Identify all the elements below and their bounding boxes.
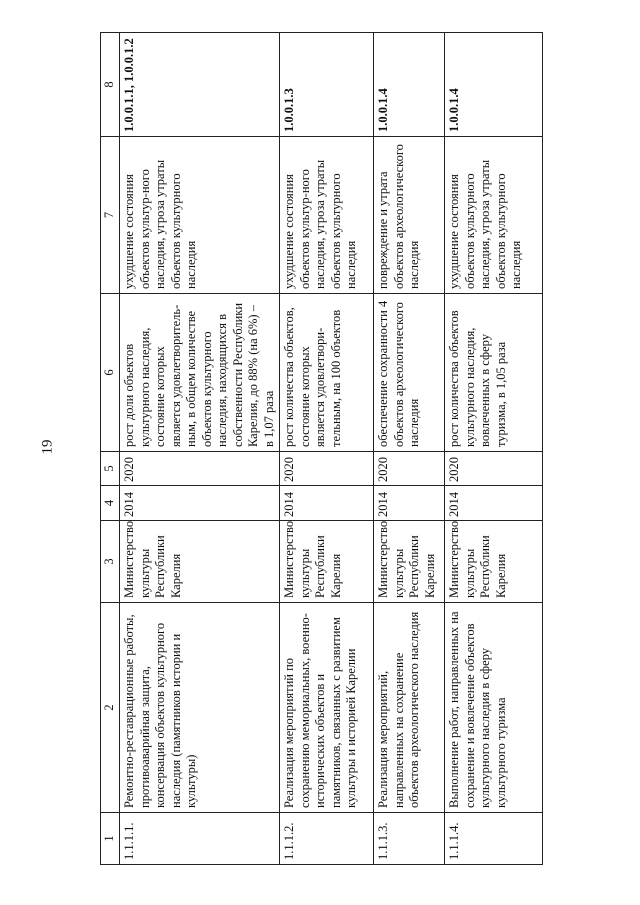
end-year: 2020 (374, 452, 445, 486)
col-header-3: 3 (101, 521, 120, 603)
executor: Министерство культуры Республики Карелия (280, 521, 374, 603)
indicator-link: 1.0.0.1.4 (374, 33, 445, 137)
table-row (445, 33, 543, 865)
consequence: ухудшение состояния объектов культур-ного наследия, угроза утраты объектов культурного наследия (120, 137, 280, 294)
table-row (280, 33, 374, 865)
col-header-5: 5 (101, 452, 120, 486)
executor: Министерство культуры Республики Карелия (120, 521, 280, 603)
rotated-table-container (100, 33, 522, 865)
table-row (374, 33, 445, 865)
expected-result: рост доли объектов культурного наследия, состояние которых является удовлетворитель-ным, в общем количестве объектов культурного наследия, находящихся в собственности Республики Карелия, до 88% (на 6%) – в 1,07 раза (120, 294, 280, 452)
col-header-8: 8 (101, 33, 120, 137)
start-year: 2014 (280, 486, 374, 521)
consequence: повреждение и утрата объектов археологического наследия (374, 137, 445, 294)
indicator-link: 1.0.0.1.4 (445, 33, 543, 137)
executor: Министерство культуры Республики Карелия (374, 521, 445, 603)
row-number: 1.1.1.3. (374, 813, 445, 865)
end-year: 2020 (280, 452, 374, 486)
start-year: 2014 (374, 486, 445, 521)
col-header-6: 6 (101, 294, 120, 452)
col-header-4: 4 (101, 486, 120, 521)
row-number: 1.1.1.1. (120, 813, 280, 865)
event-name: Реализация мероприятий, направленных на сохранение объектов археологического наследия (374, 603, 445, 813)
consequence: ухудшение состояния объектов культур-ного наследия, угроза утраты объектов культурного наследия (280, 137, 374, 294)
column-number-row (101, 33, 120, 865)
table-row (120, 33, 280, 865)
indicator-link: 1.0.0.1.3 (280, 33, 374, 137)
start-year: 2014 (120, 486, 280, 521)
row-number: 1.1.1.2. (280, 813, 374, 865)
row-number: 1.1.1.4. (445, 813, 543, 865)
col-header-2: 2 (101, 603, 120, 813)
expected-result: рост количества объектов культурного наследия, вовлеченных в сферу туризма, в 1,05 раза (445, 294, 543, 452)
col-header-7: 7 (101, 137, 120, 294)
executor: Министерство культуры Республики Карелия (445, 521, 543, 603)
event-name: Ремонтно-реставрационные работы, противоаварийная защита, консервация объектов культурного наследия (памятников истории и культуры) (120, 603, 280, 813)
program-activities-table (100, 32, 543, 865)
end-year: 2020 (120, 452, 280, 486)
event-name: Выполнение работ, направленных на сохранение и вовлечение объектов культурного наследия в сферу культурного туризма (445, 603, 543, 813)
expected-result: рост количества объектов, состояние которых является удовлетвори-тельным, на 100 объектов (280, 294, 374, 452)
end-year: 2020 (445, 452, 543, 486)
consequence: ухудшение состояния объектов культурного наследия, угроза утраты объектов культурного наследия (445, 137, 543, 294)
expected-result: обеспечение сохранности 4 объектов археологического наследия (374, 294, 445, 452)
col-header-1: 1 (101, 813, 120, 865)
indicator-link: 1.0.0.1.1, 1.0.0.1.2 (120, 33, 280, 137)
event-name: Реализация мероприятий по сохранению мемориальных, военно-исторических объектов и памятников, связанных с развитием культуры и историей Карелии (280, 603, 374, 813)
start-year: 2014 (445, 486, 543, 521)
page-number: 19 (39, 439, 56, 455)
